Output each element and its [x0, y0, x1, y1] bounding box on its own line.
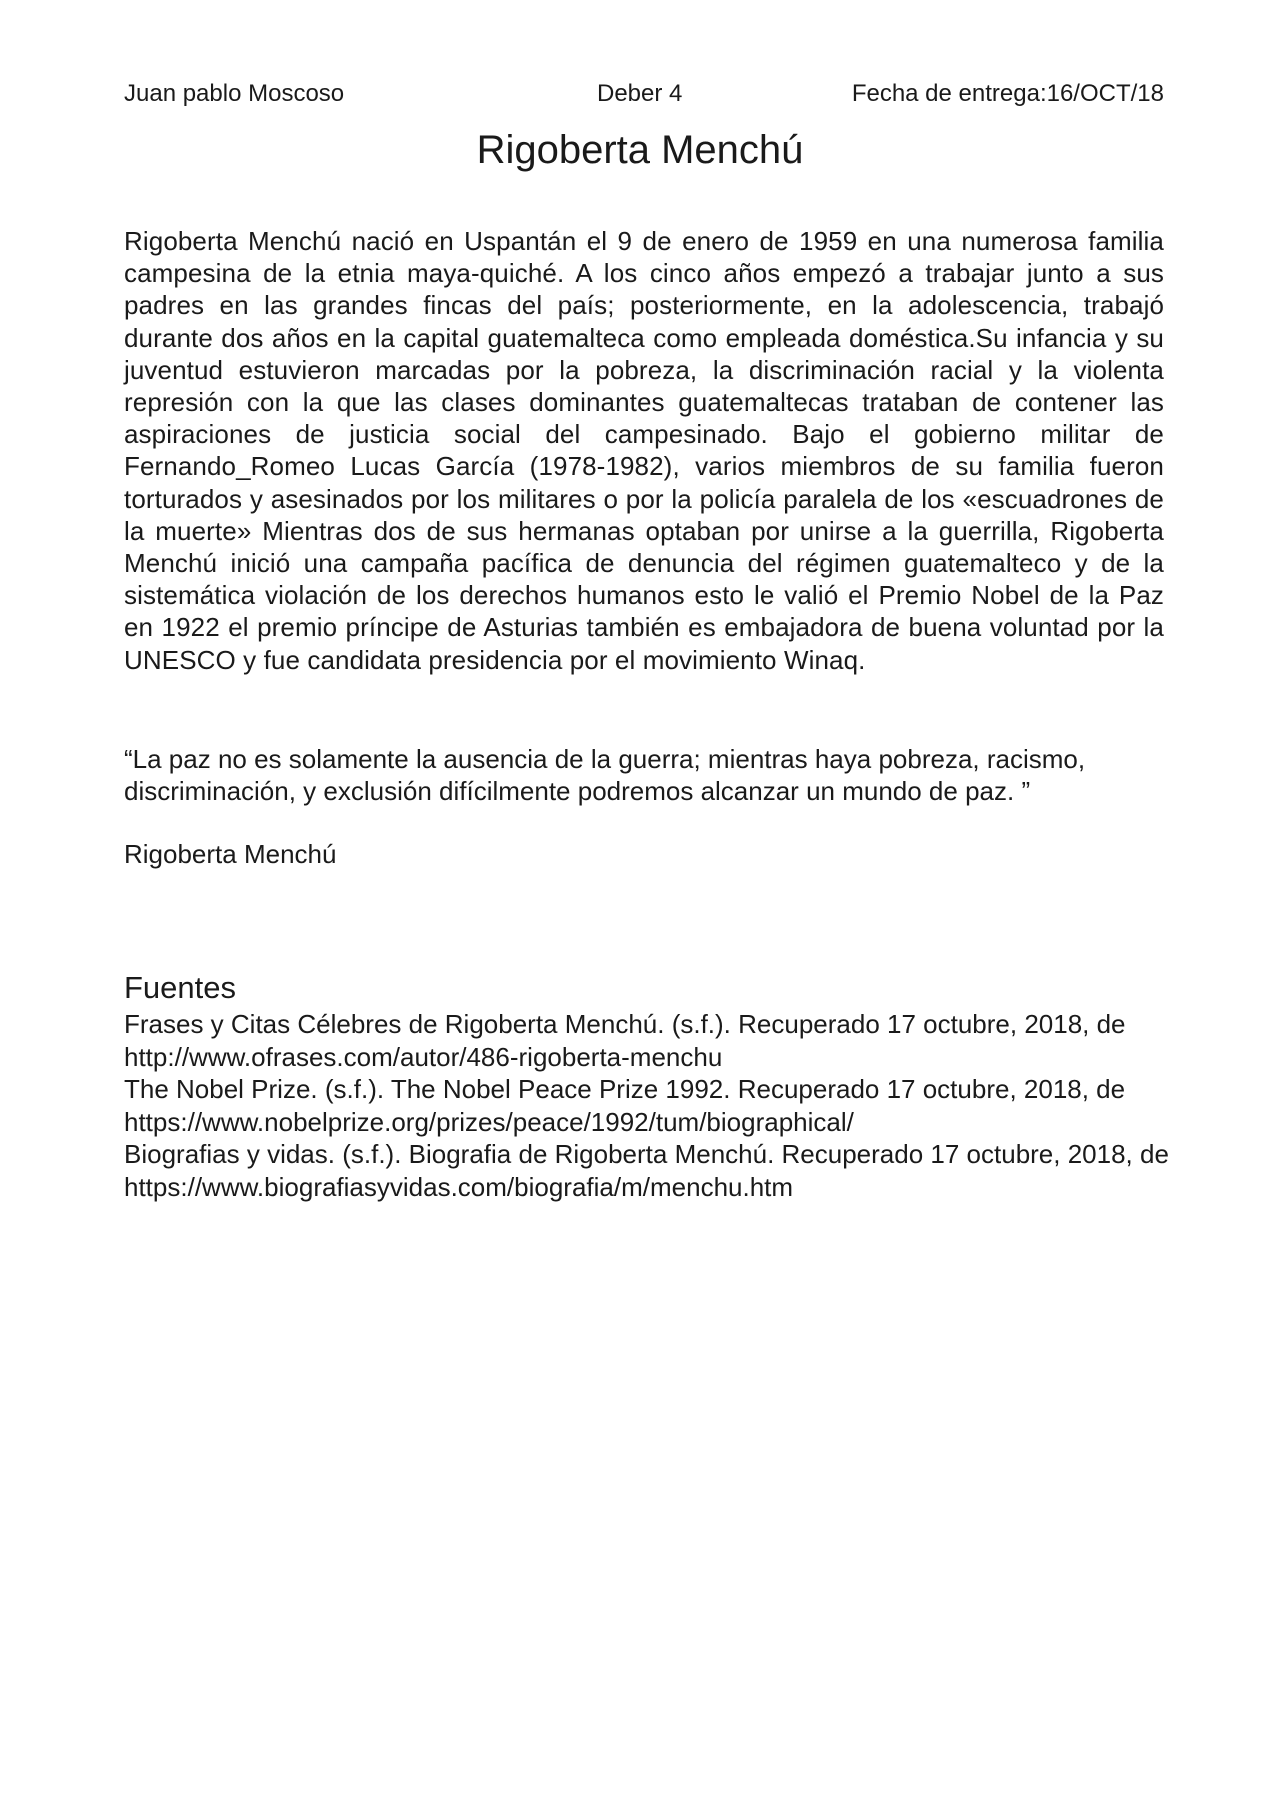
body-paragraph: Rigoberta Menchú nació en Uspantán el 9 de enero de 1959 en una numerosa familia campesina de la etnia maya-quiché. A los cinco años empezó a trabajar junto a sus padres en las grandes fincas del país; posteriormente, en la adolescencia, trabajó durante dos años en la capital guatemalteca como empleada doméstica.Su infancia y su juventud estuvieron marcadas por la pobreza, la discriminación racial y la violenta represión con la que las clases dominantes guatemaltecas trataban de contener las aspiraciones de justicia social del campesinado. Bajo el gobierno militar de Fernando_Romeo Lucas García (1978-1982), varios miembros de su familia fueron torturados y asesinados por los militares o por la policía paralela de los «escuadrones de la muerte» Mientras dos de sus hermanas optaban por unirse a la guerrilla, Rigoberta Menchú inició una campaña pacífica de denuncia del régimen guatemalteco y de la sistemática violación de los derechos humanos esto le valió el Premio Nobel de la Paz en 1922 el premio príncipe de Asturias también es embajadora de buena voluntad por la UNESCO y fue candidata presidencia por el movimiento Winaq.	[124, 226, 1164, 675]
header-assignment: Deber 4	[597, 80, 683, 107]
page-header	[124, 78, 1164, 110]
source-item: Frases y Citas Célebres de Rigoberta Menchú. (s.f.). Recuperado 17 octubre, 2018, de http://www.ofrases.com/autor/486-rigoberta-menchu	[124, 1009, 1126, 1072]
quote-text: “La paz no es solamente la ausencia de la guerra; mientras haya pobreza, racismo, discriminación, y exclusión difícilmente podremos alcanzar un mundo de paz. ”	[124, 744, 1086, 807]
sources-list	[124, 1008, 1184, 1203]
page-title: Rigoberta Menchú	[476, 128, 804, 172]
header-due-date: Fecha de entrega:16/OCT/18	[851, 80, 1164, 107]
header-author: Juan pablo Moscoso	[124, 80, 345, 107]
quote-author: Rigoberta Menchú	[124, 839, 337, 869]
sources-heading: Fuentes	[124, 970, 237, 1005]
source-item: The Nobel Prize. (s.f.). The Nobel Peace Prize 1992. Recuperado 17 octubre, 2018, de https://www.nobelprize.org/prizes/peace/1992/tum/biographical/	[124, 1074, 1126, 1137]
source-item: Biografias y vidas. (s.f.). Biografia de Rigoberta Menchú. Recuperado 17 octubre, 2018, de https://www.biografiasyvidas.com/biografia/m/menchu.htm	[124, 1139, 1169, 1202]
